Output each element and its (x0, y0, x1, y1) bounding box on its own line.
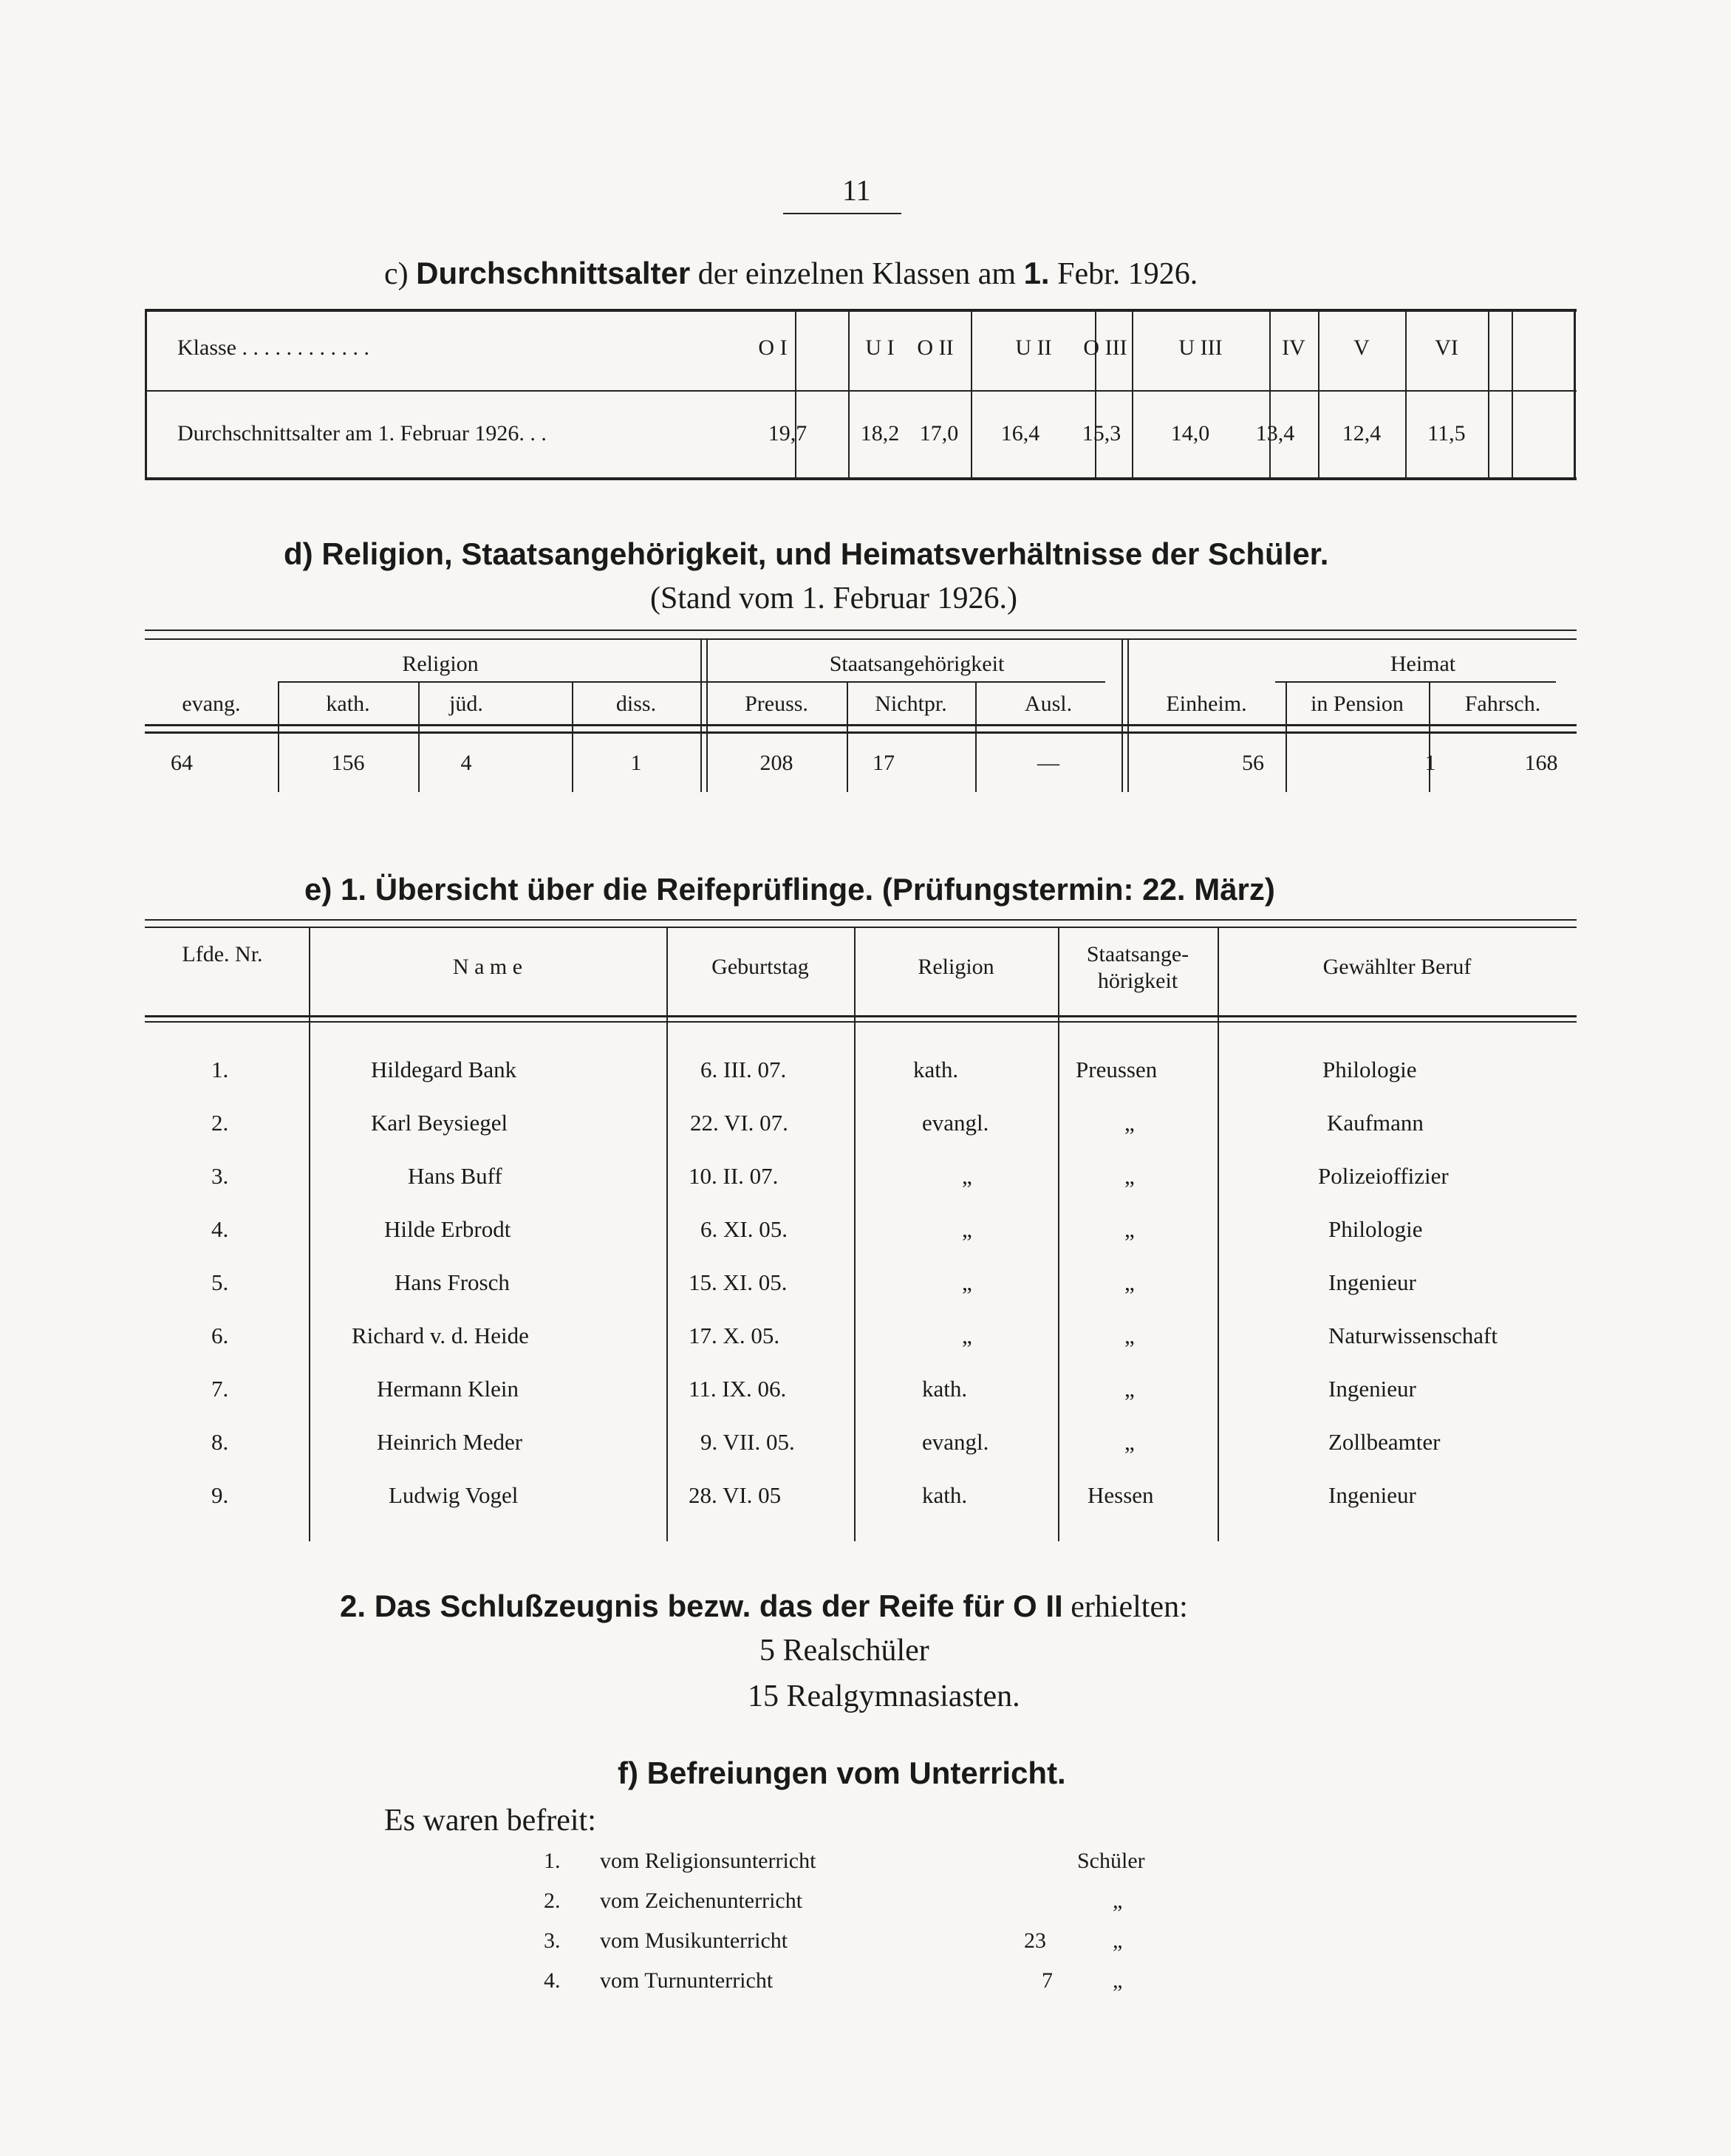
section-d-subtitle: (Stand vom 1. Februar 1926.) (650, 581, 1017, 615)
exemption-list: 1. vom Religionsunterricht Schüler 2. vom Zeichenunterricht „ 3. vom Musikunterricht 23 „ 4. vom Turnunterricht 7 „ (544, 1849, 1145, 1993)
section-d-table (145, 630, 1577, 814)
column-value: 208 (759, 751, 793, 775)
column-header: Preuss. (745, 692, 808, 716)
avg-age-value: 16,4 (1000, 421, 1040, 446)
avg-age-value: 17,0 (919, 421, 959, 446)
section-c-heading: c) Durchschnittsalter der einzelnen Klassen am 1. Febr. 1926. (384, 256, 1198, 291)
column-value: 168 (1524, 751, 1558, 775)
group-staatsangehoerigkeit: Staatsangehörigkeit (829, 652, 1005, 676)
avg-age-value: 12,4 (1342, 421, 1382, 446)
page-number: 11 (842, 174, 871, 207)
avg-age-value: 14,0 (1170, 421, 1210, 446)
realschueler-line: 5 Realschüler (759, 1634, 929, 1668)
class-header: IV (1282, 335, 1305, 360)
class-header: O III (1083, 335, 1127, 360)
header-birthday: Geburtstag (711, 955, 809, 979)
header-nationality: Staatsange- hörigkeit (1086, 942, 1189, 993)
section-f-intro: Es waren befreit: (384, 1804, 596, 1838)
avg-age-value: 11,5 (1427, 421, 1466, 446)
header-nr: Lfde. Nr. (182, 942, 263, 966)
realgymnasiasten-line: 15 Realgymnasiasten. (748, 1679, 1020, 1713)
class-header: U I (865, 335, 895, 360)
column-value: 1 (630, 751, 642, 775)
class-header: O II (917, 335, 954, 360)
class-header: U II (1015, 335, 1052, 360)
column-value: 64 (171, 751, 193, 775)
avg-age-row-label: Durchschnittsalter am 1. Februar 1926. . . (177, 421, 547, 446)
column-value: 1 (1424, 751, 1436, 775)
column-value: 4 (460, 751, 472, 775)
header-name: N a m e (452, 955, 523, 979)
class-header: VI (1435, 335, 1458, 360)
section-d-heading: d) Religion, Staatsangehörigkeit, und Heimatsverhältnisse der Schüler. (284, 536, 1329, 571)
class-header: U III (1178, 335, 1223, 360)
column-header: kath. (326, 692, 370, 716)
group-religion: Religion (402, 652, 479, 676)
column-header: in Pension (1311, 692, 1404, 716)
column-header: evang. (182, 692, 241, 716)
avg-age-value: 15,3 (1082, 421, 1121, 446)
section-e-heading: e) 1. Übersicht über die Reifeprüflinge. (Prüfungstermin: 22. März) (304, 872, 1275, 907)
avg-age-value: 19,7 (768, 421, 808, 446)
header-religion: Religion (918, 955, 994, 979)
class-header: O I (758, 335, 788, 360)
column-header: Nichtpr. (875, 692, 947, 716)
column-header: jüd. (449, 692, 483, 716)
column-header: Fahrsch. (1464, 692, 1541, 716)
page-number-rule (783, 213, 901, 214)
class-header: V (1353, 335, 1370, 360)
column-value: 17 (873, 751, 895, 775)
group-heimat: Heimat (1390, 652, 1456, 676)
column-value: — (1037, 751, 1059, 775)
class-header-label: Klasse . . . . . . . . . . . . (177, 335, 369, 360)
column-header: diss. (615, 692, 657, 716)
header-profession: Gewählter Beruf (1322, 955, 1472, 979)
section-e-table: Lfde. Nr. N a m e Geburtstag Religion Staatsange- hörigkeit Gewählter Beruf 1. Hildegard Bank 6. III. 07. kath. Preussen Philologie 2. Karl Beysiegel 22. VI. 07. evangl. „ Kaufmann 3. Hans Buff 10. II. 07. „ „ Polizeioffizier 4. Hilde Erbrodt 6. XI. 05. „ „ Philologie 5. Hans Frosch 15. XI. 05. „ „ Ingenieur 6. Richard v. d. Heide 17. X. 05. „ „ Naturwissenschaft 7. Hermann Klein 11. IX. 06. kath. „ Ingenieur 8. Heinrich Meder 9. VII. 05. evangl. „ Zollbeamter 9. Ludwig Vogel 28. VI. 05 kath. Hessen Ingenieur (145, 919, 1577, 1541)
section-e2-heading: 2. Das Schlußzeugnis bezw. das der Reife für O II erhielten: (340, 1589, 1188, 1624)
avg-age-value: 13,4 (1255, 421, 1295, 446)
column-header: Einheim. (1166, 692, 1247, 716)
section-f-heading: f) Befreiungen vom Unterricht. (618, 1756, 1066, 1790)
column-header: Ausl. (1024, 692, 1073, 716)
column-value: 56 (1242, 751, 1264, 775)
section-c-table (145, 309, 1577, 480)
column-value: 156 (331, 751, 365, 775)
avg-age-value: 18,2 (860, 421, 900, 446)
